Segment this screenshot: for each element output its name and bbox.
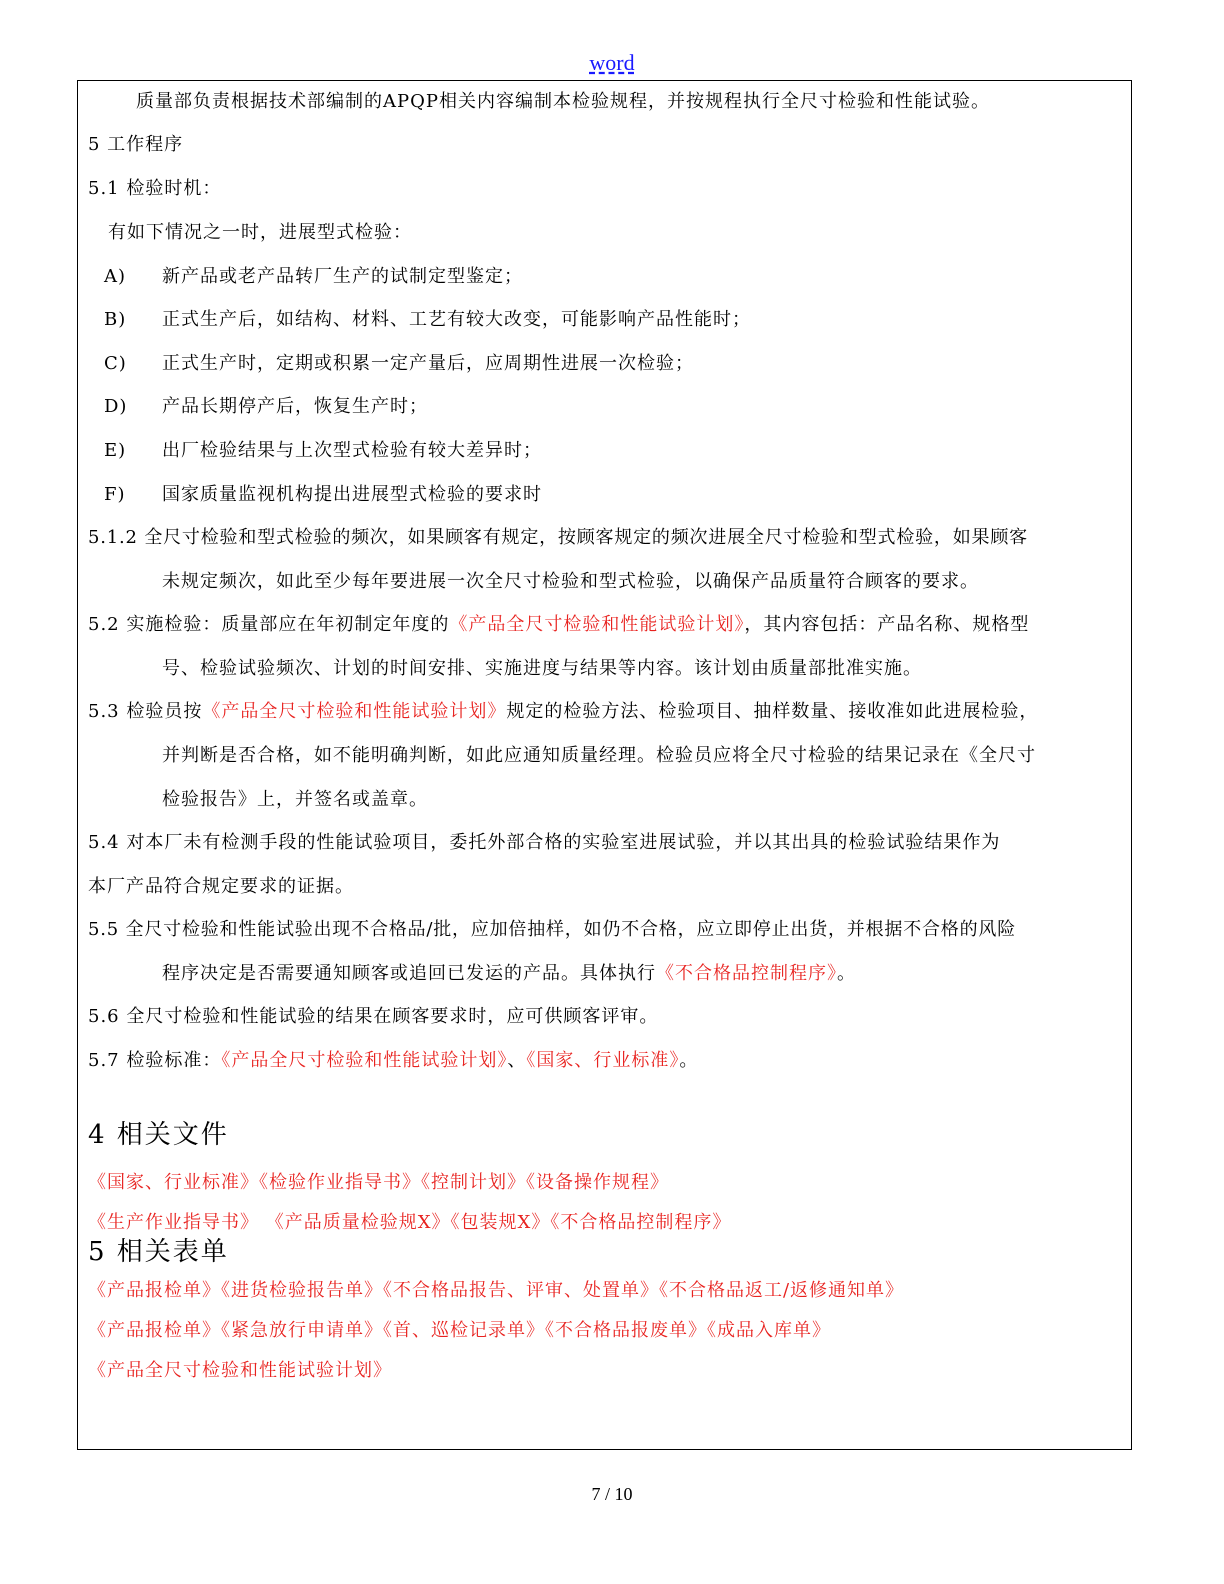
section-5-7-sep: 、 xyxy=(507,1050,527,1071)
section-5-5-line-1: 5.5 全尺寸检验和性能试验出现不合格品/批，应加倍抽样，如仍不合格，应立即停止出货，并根据不合格的风险 xyxy=(88,919,1017,940)
list-item-text: 产品长期停产后，恢复生产时； xyxy=(162,396,428,417)
doc-ref-nonconforming-procedure: 《不合格品控制程序》 xyxy=(656,963,837,984)
list-item-mark: E) xyxy=(104,440,127,461)
list-item-mark: B) xyxy=(104,309,127,330)
list-item-mark: A) xyxy=(104,266,127,287)
section-5-3-line-1 xyxy=(88,700,1038,724)
section-5-3-line-3: 检验报告》上，并签名或盖章。 xyxy=(162,789,428,810)
doc-ref-inspection-plan: 《产品全尺寸检验和性能试验计划》 xyxy=(202,701,507,722)
doc-ref-national-standard: 《国家、行业标准》 xyxy=(526,1050,680,1071)
section-5-3-text-cont: 规定的检验方法、检验项目、抽样数量、接收准如此进展检验， xyxy=(506,701,1039,722)
header-word-link[interactable]: word xyxy=(589,50,635,75)
section-5-2-line-1 xyxy=(88,613,1029,637)
section-5-1-2-line-1: 5.1.2 全尺寸检验和型式检验的频次，如果顾客有规定，按顾客规定的频次进展全尺寸检验和型式检验，如果顾客 xyxy=(88,527,1028,548)
section-5-7 xyxy=(88,1049,698,1073)
list-item-text: 正式生产后，如结构、材料、工艺有较大改变，可能影响产品性能时； xyxy=(162,309,751,330)
related-docs-line-1: 《国家、行业标准》《检验作业指导书》《控制计划》《设备操作规程》 xyxy=(88,1172,669,1193)
page-number: 7 / 10 xyxy=(591,1484,633,1504)
doc-ref-inspection-plan: 《产品全尺寸检验和性能试验计划》 xyxy=(221,1050,508,1071)
section-5-5-text: 程序决定是否需要通知顾客或追回已发运的产品。具体执行 xyxy=(162,963,656,984)
list-item-text: 国家质量监视机构提出进展型式检验的要求时 xyxy=(162,484,542,505)
related-forms-heading: 5 相关表单 xyxy=(88,1237,229,1267)
section-5-5-period: 。 xyxy=(837,963,856,984)
section-5-7-period: 。 xyxy=(679,1050,699,1071)
list-item-mark: D) xyxy=(104,396,128,417)
list-item-text: 正式生产时，定期或积累一定产量后，应周期性进展一次检验； xyxy=(162,353,694,374)
section-5-4-line-2: 本厂产品符合规定要求的证据。 xyxy=(88,876,354,897)
related-forms-line-2: 《产品报检单》《紧急放行申请单》《首、巡检记录单》《不合格品报废单》《成品入库单》 xyxy=(88,1320,831,1341)
section-5-3-text: 5.3 检验员按 xyxy=(88,701,203,722)
list-item-text: 出厂检验结果与上次型式检验有较大差异时； xyxy=(162,440,542,461)
section-5-title: 5 工作程序 xyxy=(88,134,184,155)
section-5-4-line-1: 5.4 对本厂未有检测手段的性能试验项目，委托外部合格的实验室进展试验，并以其出具的检验试验结果作为 xyxy=(88,832,1001,853)
section-5-2-text-cont: ，其内容包括：产品名称、规格型 xyxy=(744,614,1030,635)
list-item-text: 新产品或老产品转厂生产的试制定型鉴定； xyxy=(162,266,523,287)
section-5-1-title: 5.1 检验时机： xyxy=(88,178,222,199)
section-5-7-text: 5.7 检验标准： xyxy=(88,1050,222,1071)
section-5-1-2-line-2: 未规定频次，如此至少每年要进展一次全尺寸检验和型式检验，以确保产品质量符合顾客的要求。 xyxy=(162,571,979,592)
related-docs-line-2: 《生产作业指导书》 《产品质量检验规X》《包装规X》《不合格品控制程序》 xyxy=(88,1212,732,1233)
related-forms-line-3: 《产品全尺寸检验和性能试验计划》 xyxy=(88,1360,392,1381)
intro-paragraph: 质量部负责根据技术部编制的APQP相关内容编制本检验规程，并按规程执行全尺寸检验和性能试验。 xyxy=(136,91,990,112)
related-docs-heading: 4 相关文件 xyxy=(88,1120,229,1150)
section-5-3-line-2: 并判断是否合格，如不能明确判断，如此应通知质量经理。检验员应将全尺寸检验的结果记录在《全尺寸 xyxy=(162,745,1036,766)
list-item-mark: C) xyxy=(104,353,127,374)
related-forms-line-1: 《产品报检单》《进货检验报告单》《不合格品报告、评审、处置单》《不合格品返工/返修通知单》 xyxy=(88,1280,905,1301)
section-5-1-intro: 有如下情况之一时，进展型式检验： xyxy=(108,222,412,243)
section-5-6: 5.6 全尺寸检验和性能试验的结果在顾客要求时，应可供顾客评审。 xyxy=(88,1006,659,1027)
list-item-mark: F) xyxy=(104,484,126,505)
section-5-5-line-2 xyxy=(162,962,856,986)
section-5-2-line-2: 号、检验试验频次、计划的时间安排、实施进度与结果等内容。该计划由质量部批准实施。 xyxy=(162,658,922,679)
section-5-2-text: 5.2 实施检验：质量部应在年初制定年度的 xyxy=(88,614,450,635)
doc-ref-inspection-plan: 《产品全尺寸检验和性能试验计划》 xyxy=(449,614,745,635)
